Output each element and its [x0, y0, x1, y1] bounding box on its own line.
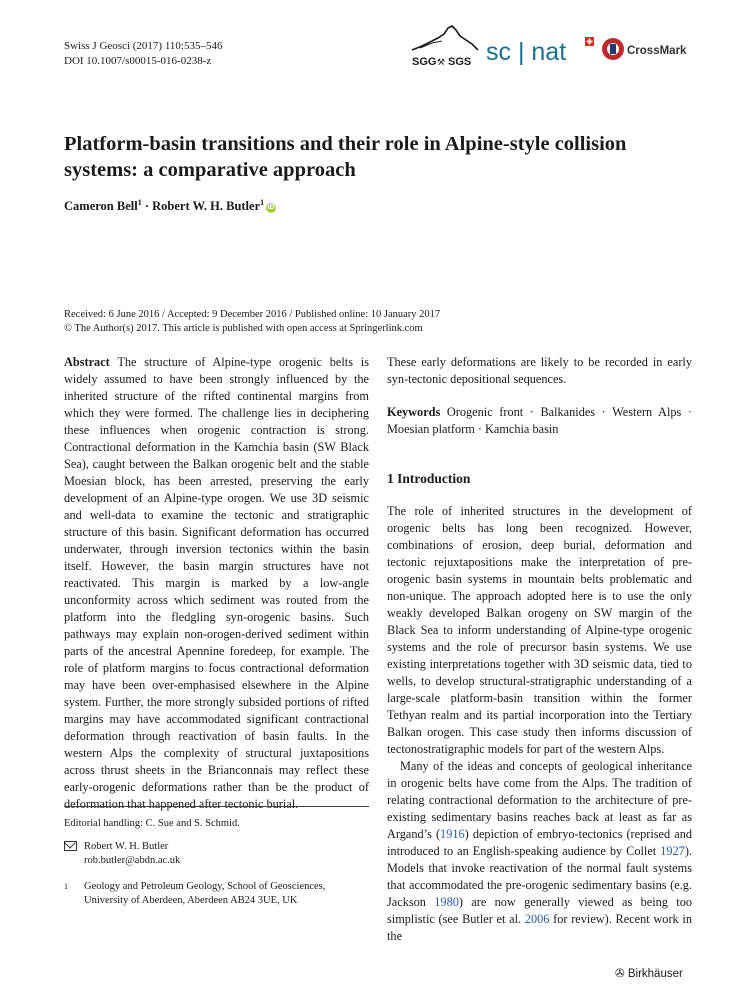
scnat-logo: sc | nat [486, 38, 567, 66]
editorial-handling: Editorial handling: C. Sue and S. Schmid. [64, 818, 240, 829]
swiss-flag-icon [585, 37, 594, 46]
sgg-separator-icon: ⚒ [437, 57, 446, 67]
section-heading-introduction: 1 Introduction [387, 471, 471, 486]
publication-dates [64, 308, 440, 336]
keywords-text: Orogenic front · Balkanides · Western Alps · Moesian platform · Kamchia basin [387, 405, 692, 436]
intro-p2-text-c: ). Models that invoke reactivation of the normal fault systems that accommodated the pre-orogenic sedimentary basins (e.g. Jackson [387, 844, 692, 909]
left-column [64, 354, 369, 813]
author-butler[interactable]: Robert W. H. Butler [152, 199, 261, 214]
abstract-paragraph [64, 354, 369, 813]
journal-header [64, 39, 222, 69]
author-butler-affil: 1 [260, 198, 265, 207]
copyright-line: © The Author(s) 2017. This article is published with open access at Springerlink.com [64, 323, 423, 334]
author-bell-affil: 1 [137, 198, 142, 207]
author-list [64, 198, 276, 214]
intro-paragraph-2 [387, 758, 692, 945]
birkhauser-icon: ✇ [615, 968, 625, 980]
keywords-paragraph [387, 404, 692, 438]
publisher-name: Birkhäuser [627, 968, 683, 980]
author-bell[interactable]: Cameron Bell [64, 199, 138, 214]
keywords-label: Keywords [387, 405, 441, 419]
intro-p2-text-b: ) depiction of embryo-tectonics (reprised and introduced to an English-speaking audience by Collet [387, 827, 692, 858]
affiliation-number: 1 [64, 882, 68, 891]
received-accepted-published: Received: 6 June 2016 / Accepted: 9 December 2016 / Published online: 10 January 2017 [64, 309, 441, 320]
orcid-icon[interactable]: iD [267, 204, 275, 212]
citation-link-argand[interactable]: 1916 [440, 827, 465, 841]
publisher-logos [410, 20, 720, 70]
right-column [387, 354, 692, 945]
intro-p2-text-d: ) are now generally viewed as being too simplistic (see Butler et al. [387, 895, 692, 926]
abstract-label: Abstract [64, 355, 110, 369]
intro-p2-text-e: for review). Recent work in the [387, 912, 692, 943]
intro-p2-text-a: Many of the ideas and concepts of geological inheritance in orogenic belts have come from the Alps. The tradition of relating contractional deformation to the architecture of pre-existing sedimentary basins reaches back at least as far as Argand’s ( [387, 759, 692, 841]
envelope-icon [64, 841, 77, 851]
correspondence [64, 840, 180, 868]
sgg-mountain-icon [412, 26, 478, 50]
citation-link-butler[interactable]: 2006 [524, 912, 550, 926]
publisher-footer [615, 966, 683, 980]
affiliation-line-1: Geology and Petroleum Geology, School of Geosciences, [84, 881, 326, 892]
correspondence-email[interactable]: rob.butler@abdn.ac.uk [84, 855, 181, 866]
citation-link-collet[interactable]: 1927 [660, 844, 685, 858]
article-title: Platform-basin transitions and their role in Alpine-style collision systems: a comparative approach [64, 133, 627, 181]
author-separator: · [141, 199, 153, 214]
crossmark-label[interactable]: CrossMark [627, 45, 687, 57]
affiliation-line-2: University of Aberdeen, Aberdeen AB24 3UE, UK [84, 895, 298, 906]
journal-doi[interactable]: DOI 10.1007/s00015-016-0238-z [64, 55, 212, 67]
crossmark-icon[interactable] [602, 38, 624, 60]
footnote-divider [64, 806, 369, 807]
abstract-continued: These early deformations are likely to be recorded in early syn-tectonic depositional sequences. [387, 355, 692, 386]
journal-citation: Swiss J Geosci (2017) 110:535–546 [64, 40, 223, 52]
citation-link-jackson[interactable]: 1980 [434, 895, 459, 909]
abstract-text: The structure of Alpine-type orogenic belts is widely assumed to have been strongly influenced by the inherited structure of the rifted continental margins from which they were formed. The challenge lies in deciphering these influences when orogenic contraction is strong. Contractional deformation in the Kamchia basin (SW Black Sea), caught between the Balkan orogenic belt and the stable Moesian block, has been arrested, preserving the early development of an Alpine-type orogen. We use 3D seismic and well-data to examine the tectonic and stratigraphic structure of this basin. Significant deformation has occurred underwater, through inversion tectonics within the basin itself. However, the basin margin structures have not reactivated. This margin is marked by a low-angle unconformity across which sediment was routed from the platform into the fledgling syn-orogenic basins. Such pathways may explain non-orogen-derived sediment within parts of the ancestral Apennine foredeep, for example. The role of platform margins to focus contractional deformation may have been over-emphasised elsewhere in the Alpine system. Further, the more strongly subsided portions of rifted margins may have accommodated significant contractional deformation through reactivation of basin faults. In the western Alps the complexity of structural juxtapositions across thrust sheets in the Brianconnais may reflect these early-orogenic deformations rather than be the product of deformation that happened after tectonic burial. [64, 355, 369, 811]
correspondence-name: Robert W. H. Butler [84, 841, 169, 852]
intro-paragraph-1: The role of inherited structures in the development of orogenic belts has long been recognized. However, combinations of erosion, deep burial, deformation and tectonic rejuxtapositions make the interpretation of pre-orogenic basin systems in mountain belts problematic and non-unique. The approach adopted here is to use the only weakly developed Balkan orogeny on SW margin of the Black Sea to inform understanding of Alpine-type orogenic systems and the role of precursor basin systems. We use existing interpretations together with 3D seismic data, tied to wells, to develop structural-stratigraphic understanding of a large-scale platform-basin transition within the former Tethyan realm and its partial incorporation into the Tertiary Balkan orogen. This case study then informs discussion of tectonostratigraphic models for part of the western Alps. [387, 504, 692, 756]
sgs-label: SGS [448, 56, 472, 68]
sgg-label: SGG [412, 56, 437, 68]
affiliation [64, 880, 325, 908]
